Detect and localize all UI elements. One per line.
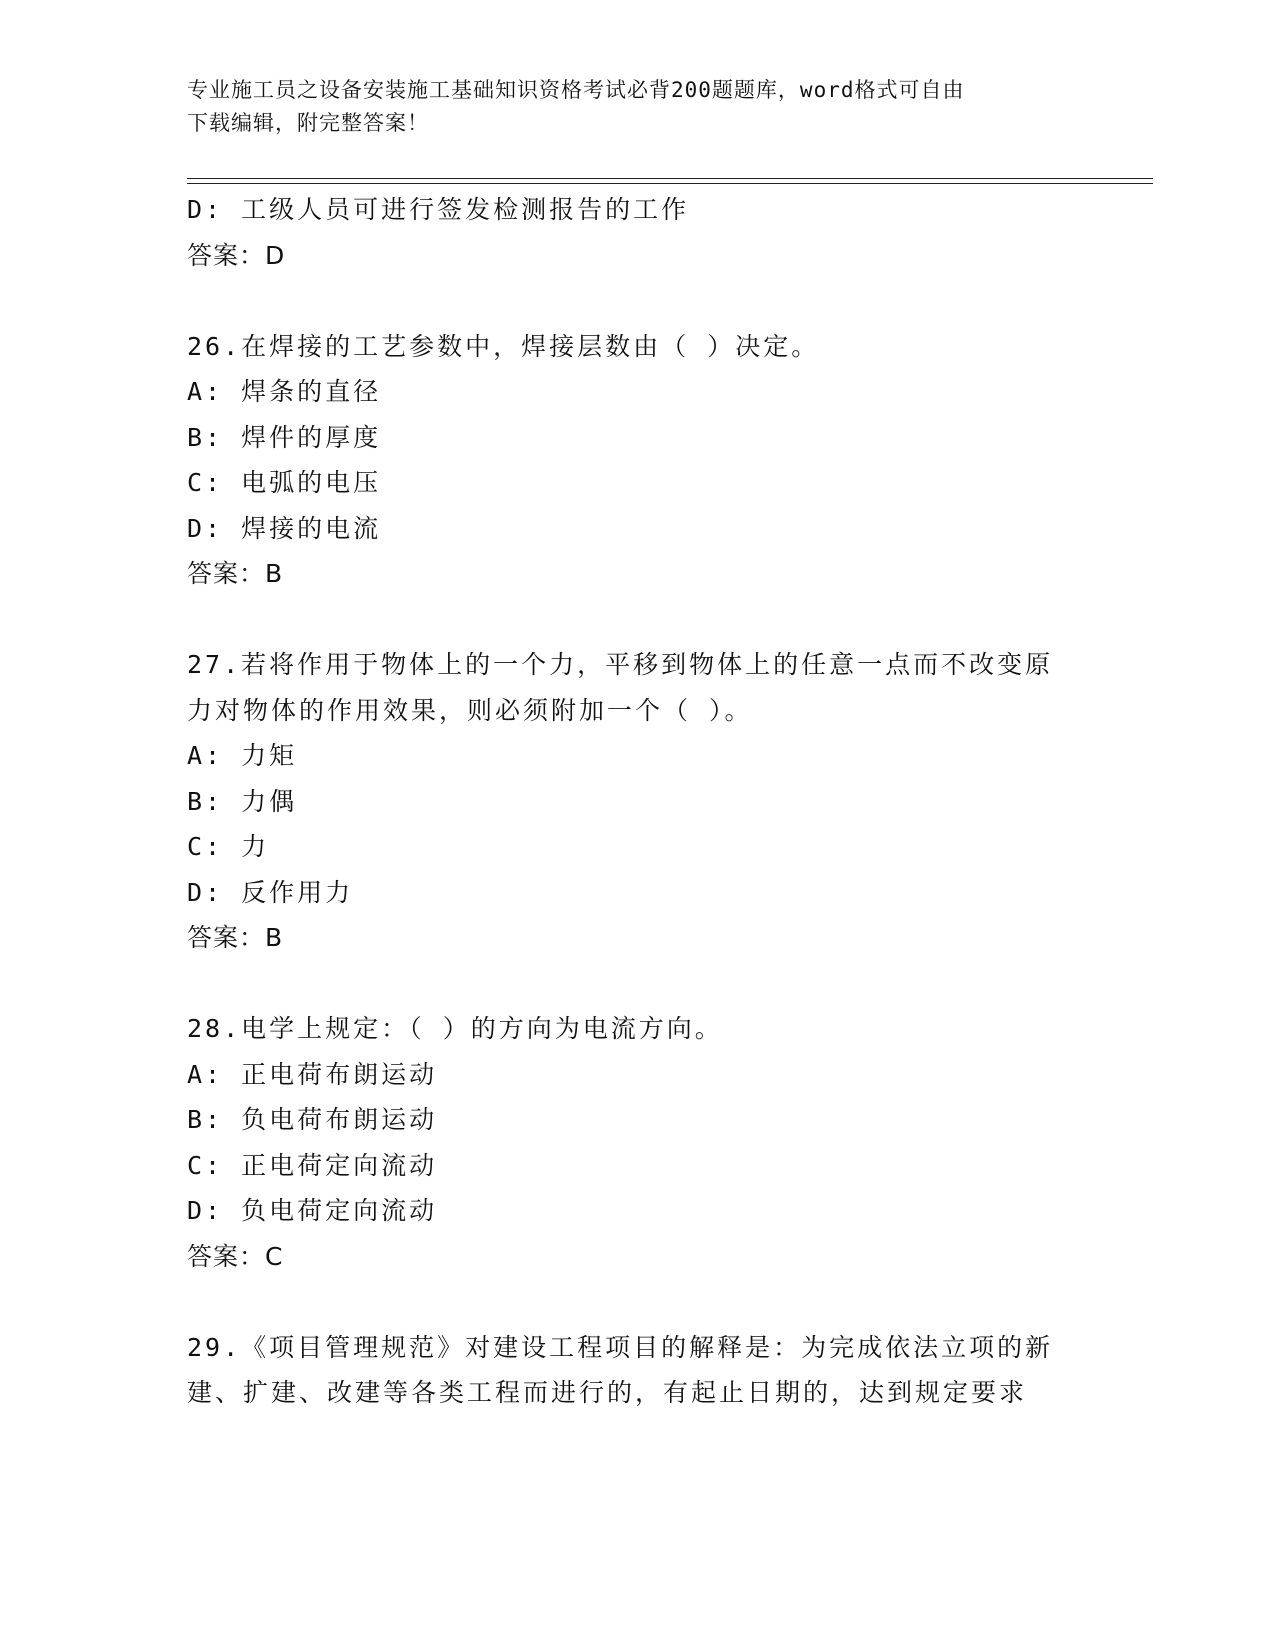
spacer [187, 278, 1087, 324]
option-a: A: 正电荷布朗运动 [187, 1059, 438, 1089]
option-d: D: 负电荷定向流动 [187, 1196, 438, 1225]
answer: 答案：D [187, 240, 286, 270]
header-title-line-2: 下载编辑，附完整答案！ [187, 111, 429, 135]
header-divider-top [187, 178, 1153, 179]
answer: 答案：C [187, 1241, 284, 1271]
option-a: A: 焊条的直径 [187, 377, 382, 406]
question-list [187, 187, 1087, 1416]
question-29 [187, 1325, 1087, 1416]
document-header [187, 74, 1067, 140]
question-text-line-1: 27.若将作用于物体上的一个力，平移到物体上的任意一点而不改变原 [187, 650, 1054, 679]
spacer [187, 1279, 1087, 1325]
option-b: B: 力偶 [187, 786, 298, 816]
question-28 [187, 1006, 1087, 1279]
option-c: C: 正电荷定向流动 [187, 1150, 438, 1180]
previous-question-tail [187, 187, 1087, 278]
option-c: C: 力 [187, 832, 270, 861]
question-text: 28.电学上规定：（ ）的方向为电流方向。 [187, 1014, 723, 1043]
option-d: D: 反作用力 [187, 877, 354, 907]
question-text-line-2: 建、扩建、改建等各类工程而进行的，有起止日期的，达到规定要求 [187, 1378, 1028, 1407]
header-title-line-1: 专业施工员之设备安装施工基础知识资格考试必背200题题库，word格式可自由 [187, 78, 965, 102]
option-a: A: 力矩 [187, 741, 298, 770]
question-text-line-1: 29.《项目管理规范》对建设工程项目的解释是：为完成依法立项的新 [187, 1332, 1054, 1362]
option-b: B: 负电荷布朗运动 [187, 1105, 438, 1134]
question-text-line-2: 力对物体的作用效果，则必须附加一个（ ）。 [187, 695, 753, 725]
option-c: C: 电弧的电压 [187, 468, 382, 497]
answer: 答案：B [187, 923, 284, 952]
question-26 [187, 324, 1087, 597]
option-d: D: 工级人员可进行签发检测报告的工作 [187, 195, 690, 224]
spacer [187, 961, 1087, 1007]
spacer [187, 597, 1087, 643]
header-divider-bottom [187, 183, 1153, 184]
question-text: 26.在焊接的工艺参数中，焊接层数由（ ）决定。 [187, 331, 820, 361]
answer: 答案：B [187, 559, 284, 588]
question-27 [187, 642, 1087, 961]
option-b: B: 焊件的厚度 [187, 422, 382, 452]
option-d: D: 焊接的电流 [187, 513, 382, 543]
